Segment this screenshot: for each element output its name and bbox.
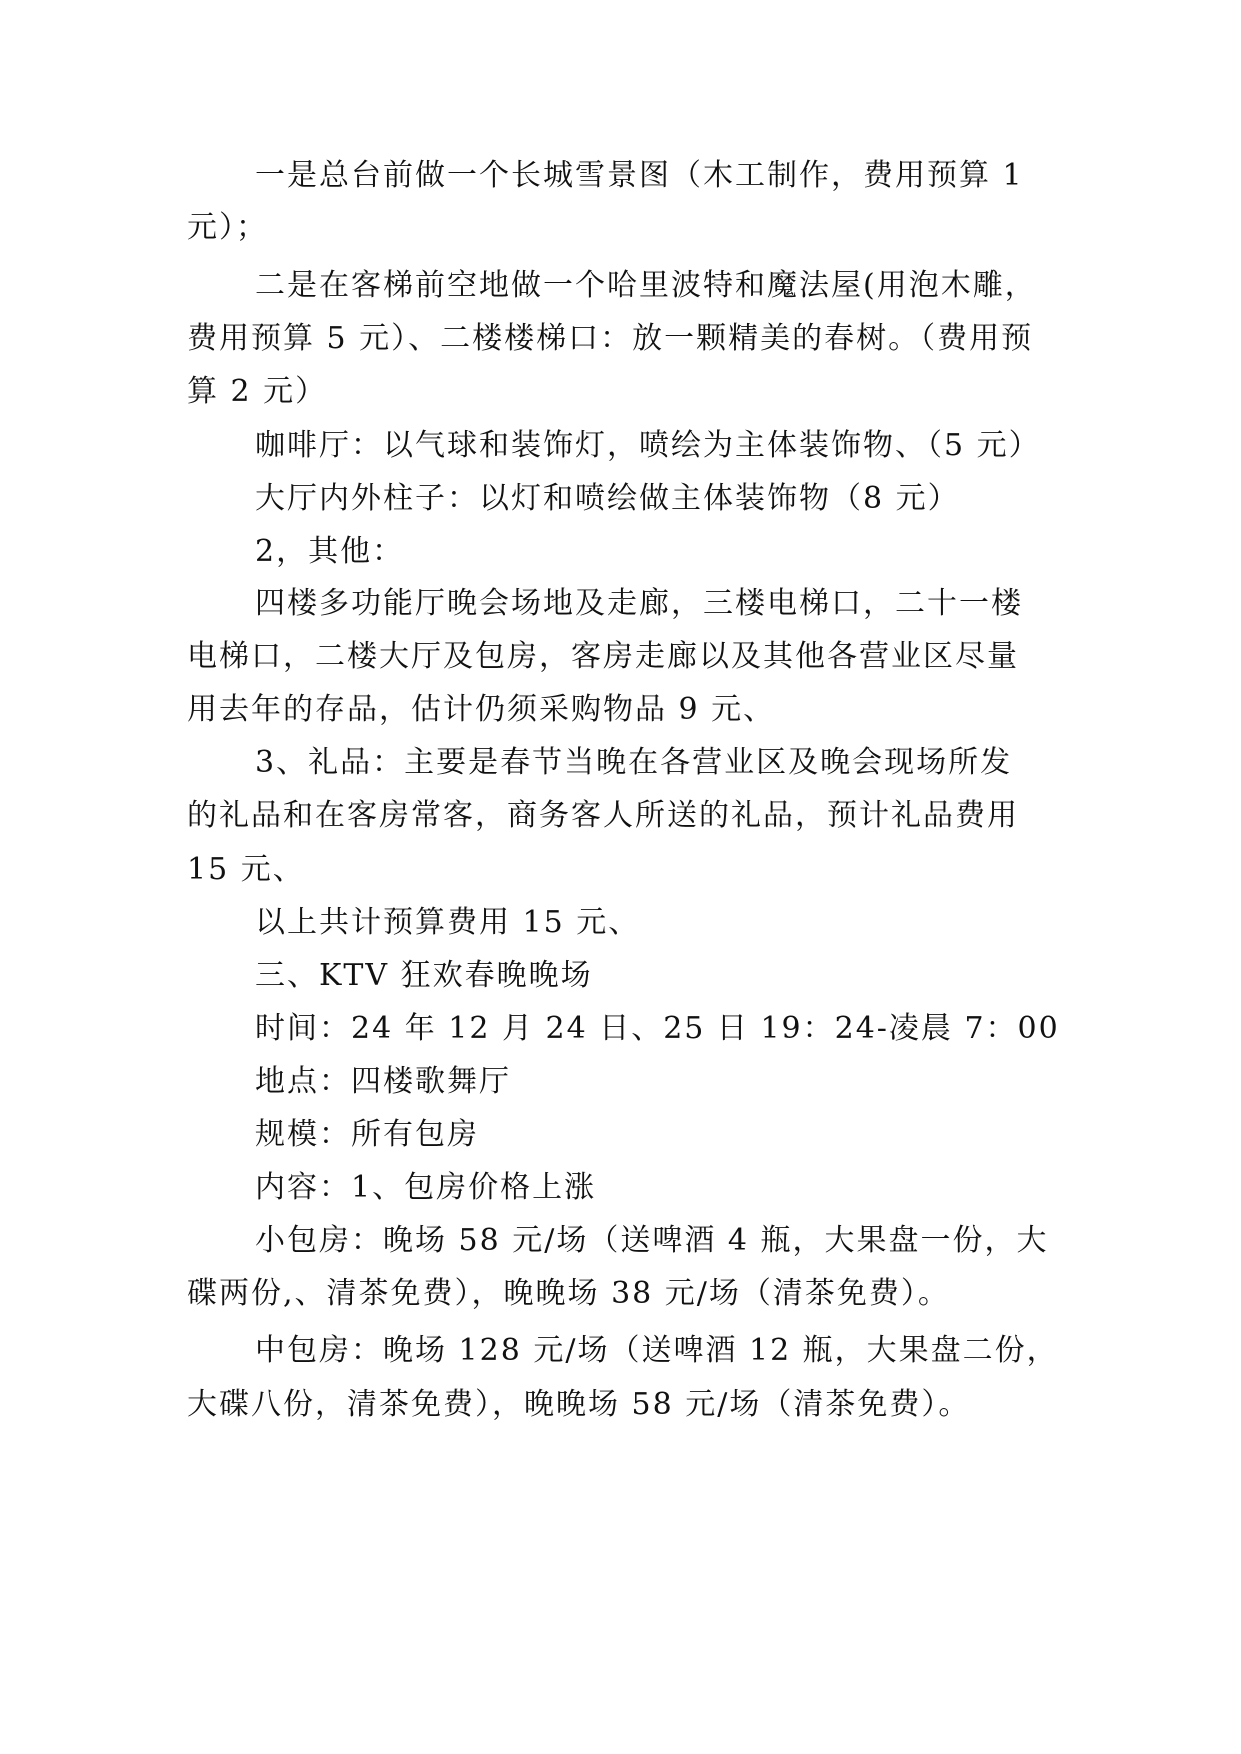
- text-line: 咖啡厅：以气球和装饰灯，喷绘为主体装饰物、（5 元）: [255, 428, 1041, 463]
- text-line: 用去年的存品，估计仍须采购物品 9 元、: [187, 692, 776, 727]
- text-line: 3、礼品：主要是春节当晚在各营业区及晚会现场所发: [255, 745, 1013, 780]
- text-line: 四楼多功能厅晚会场地及走廊，三楼电梯口，二十一楼: [255, 586, 1023, 621]
- text-line: 地点：四楼歌舞厅: [255, 1064, 511, 1099]
- text-line: 电梯口，二楼大厅及包房，客房走廊以及其他各营业区尽量: [187, 639, 1019, 674]
- text-line: 小包房：晚场 58 元/场（送啤酒 4 瓶，大果盘一份，大: [255, 1223, 1049, 1258]
- text-line: 二是在客梯前空地做一个哈里波特和魔法屋(用泡木雕，: [255, 268, 1037, 303]
- text-line: 一是总台前做一个长城雪景图（木工制作，费用预算 1: [255, 158, 1024, 193]
- text-line: 时间：24 年 12 月 24 日、25 日 19：24-凌晨 7：00: [255, 1011, 1060, 1046]
- text-line: 2，其他：: [255, 534, 405, 569]
- text-line: 内容：1、包房价格上涨: [255, 1170, 597, 1205]
- text-line: 算 2 元）: [187, 374, 328, 409]
- text-line: 费用预算 5 元）、二楼楼梯口：放一颗精美的春树。（费用预: [187, 321, 1034, 356]
- text-line: 大厅内外柱子：以灯和喷绘做主体装饰物（8 元）: [255, 481, 960, 516]
- text-line: 碟两份,、清茶免费），晚晚场 38 元/场（清茶免费）。: [187, 1276, 950, 1311]
- text-line: 中包房：晚场 128 元/场（送啤酒 12 瓶，大果盘二份，: [255, 1333, 1059, 1368]
- text-line: 15 元、: [187, 852, 305, 887]
- text-line: 大碟八份，清茶免费），晚晚场 58 元/场（清茶免费）。: [187, 1387, 971, 1422]
- text-line: 三、KTV 狂欢春晚晚场: [255, 958, 593, 993]
- text-line: 以上共计预算费用 15 元、: [255, 905, 641, 940]
- text-line: 的礼品和在客房常客，商务客人所送的礼品，预计礼品费用: [187, 798, 1019, 833]
- text-line: 规模：所有包房: [255, 1117, 479, 1152]
- text-line: 元）；: [187, 210, 268, 245]
